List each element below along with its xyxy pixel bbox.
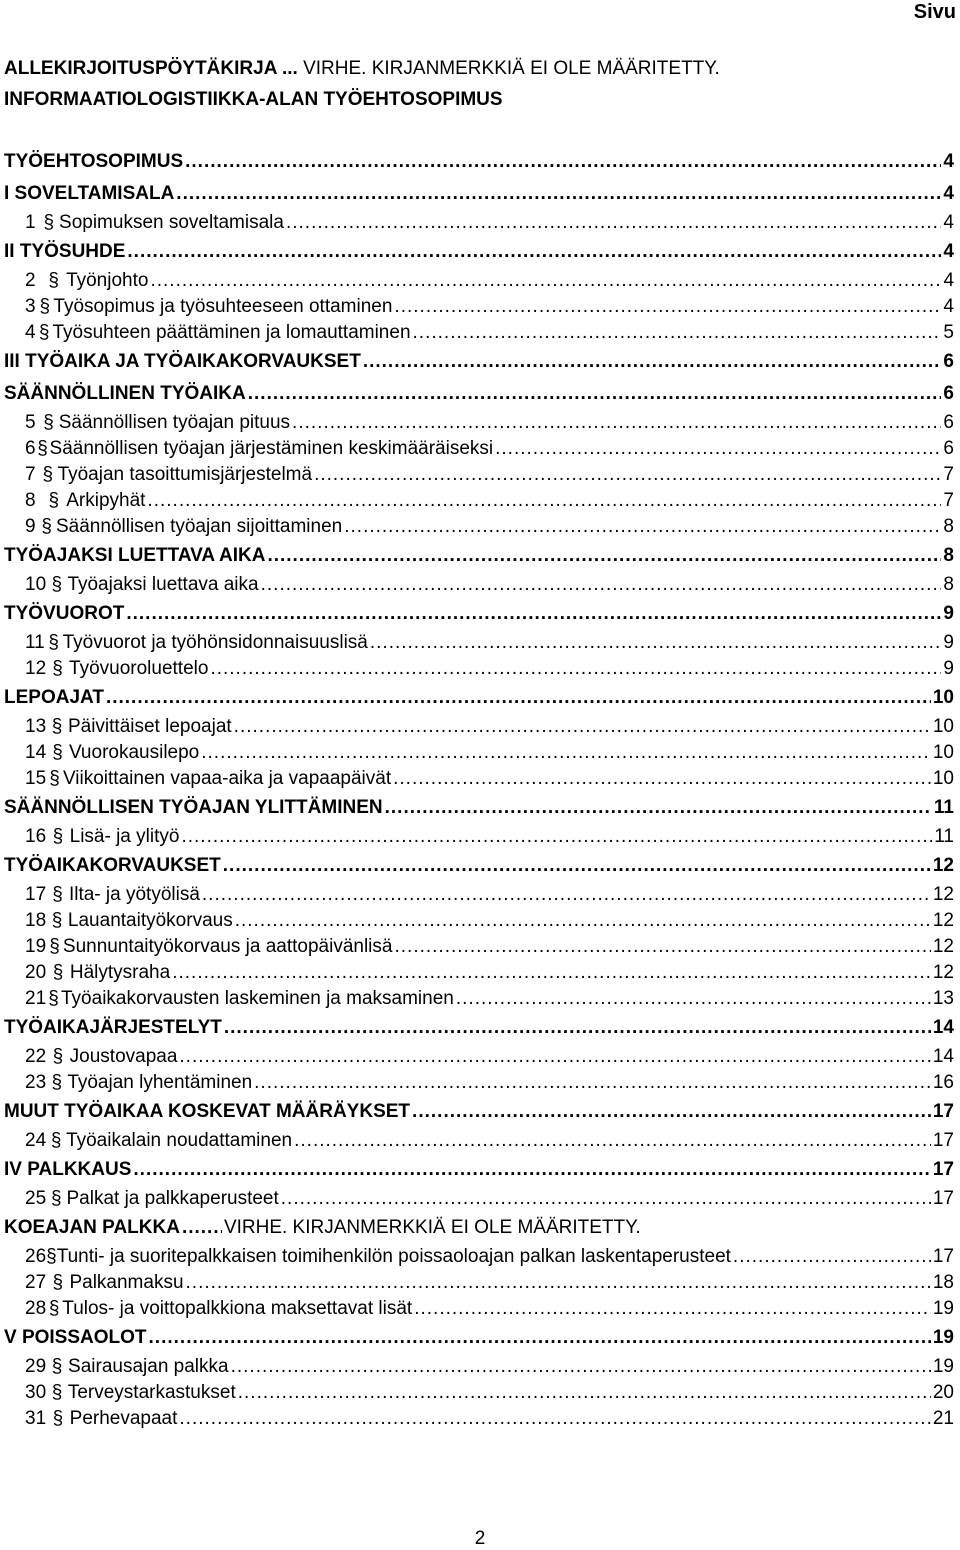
toc-label: Joustovapaa [69,1046,178,1067]
section-number: 25 [25,1188,47,1209]
section-sign-icon: § [49,936,60,957]
page-reference: 17 [932,1159,954,1180]
page-reference: 4 [943,212,954,233]
page-reference: 6 [943,351,954,372]
dot-leader [294,1128,931,1154]
page-reference: 4 [943,241,954,262]
section-sign-icon: § [51,1188,62,1209]
toc-label: Työvuoroluettelo [69,658,209,679]
toc-label: Päivittäiset lepoajat [67,716,232,737]
toc-entry[interactable] [0,1354,960,1380]
toc-heading[interactable] [0,598,960,630]
section-sign-icon: § [38,322,50,343]
title-signature-protocol-label: ALLEKIRJOITUSPÖYTÄKIRJA ... [4,58,298,79]
page-reference: 17 [932,1101,954,1122]
toc-entry[interactable] [0,210,960,236]
page-reference: 6 [943,438,954,459]
page-reference: 12 [932,884,954,905]
dot-leader [201,740,931,766]
toc-label: Hälytysraha [69,962,171,983]
toc-label: Työajaksi luettava aika [67,574,259,595]
toc-heading[interactable] [0,792,960,824]
section-sign-icon: § [52,742,63,763]
page-reference: 17 [932,1130,954,1151]
section-number: 21 [25,988,47,1009]
dot-leader [344,514,941,540]
page-reference: 7 [943,490,954,511]
toc-label: Työvuorot ja työhönsidonnaisuuslisä [62,632,368,653]
toc-entry[interactable] [0,1380,960,1406]
toc-entry[interactable] [0,986,960,1012]
section-number: 14 [25,742,47,763]
dot-leader [267,540,941,572]
dot-leader [235,908,931,934]
toc-entry[interactable] [0,410,960,436]
page-label: Sivu [913,1,956,23]
title-signature-protocol [4,57,954,81]
section-sign-icon: § [52,1408,64,1429]
toc-entry[interactable] [0,740,960,766]
dot-leader [292,410,941,436]
page-reference: 4 [943,183,954,204]
section-sign-icon: § [41,516,52,537]
toc-entry[interactable] [0,436,960,462]
section-sign-icon: § [42,464,54,485]
toc-entry[interactable] [0,1244,960,1270]
dot-leader [106,682,931,714]
dot-leader [223,850,931,882]
toc-entry[interactable] [0,656,960,682]
toc-heading[interactable] [0,1154,960,1186]
section-sign-icon: § [48,632,59,653]
toc-entry[interactable] [0,714,960,740]
dot-leader [394,934,930,960]
page-reference: 21 [932,1408,954,1429]
toc-label: Sopimuksen soveltamisala [59,212,284,233]
section-number: 30 [25,1382,47,1403]
toc-label: TYÖAJAKSI LUETTAVA AIKA [4,545,266,566]
page-reference: 11 [934,826,954,847]
toc-label: TYÖAIKAKORVAUKSET [4,855,221,876]
section-sign-icon: § [52,658,63,679]
section-sign-icon: § [46,1246,57,1267]
section-sign-icon: § [48,988,59,1009]
toc-entry[interactable] [0,1070,960,1096]
toc-label: Työaikakorvausten laskeminen ja maksaminen [61,988,454,1009]
section-sign-icon: § [39,296,51,317]
section-number: 8 [25,490,36,511]
toc-label: Säännöllisen työajan järjestäminen keskimääräiseksi [49,438,494,459]
toc-label: Terveystarkastukset [67,1382,236,1403]
page-reference: 14 [932,1017,954,1038]
dot-leader [412,1096,931,1128]
dot-leader [733,1244,931,1270]
page-reference: 6 [943,412,954,433]
page-reference: 18 [932,1272,954,1293]
toc-entry[interactable] [0,1406,960,1432]
toc-label: Lisä- ja ylityö [69,826,180,847]
section-sign-icon: § [49,768,60,789]
section-number: 9 [25,516,36,537]
page-reference: 4 [943,151,954,172]
section-sign-icon: § [51,716,63,737]
toc-label: TYÖAIKAJÄRJESTELYT [4,1017,222,1038]
toc-heading[interactable] [0,178,960,210]
page-reference: 17 [932,1246,954,1267]
page-reference: 7 [943,464,954,485]
dot-leader [394,294,941,320]
toc-entry[interactable] [0,824,960,850]
toc-label: Ilta- ja yötyölisä [68,884,200,905]
toc-label: Työajan tasoittumisjärjestelmä [57,464,313,485]
page-reference: 8 [943,516,954,537]
dot-leader [150,268,941,294]
toc-entry[interactable] [0,294,960,320]
toc-entry[interactable] [0,320,960,346]
dot-leader [181,824,932,850]
page-reference: 4 [943,296,954,317]
section-number: 15 [25,768,47,789]
toc-entry[interactable] [0,1128,960,1154]
page-reference: 10 [932,716,954,737]
section-sign-icon: § [51,574,63,595]
section-sign-icon: § [51,1072,63,1093]
dot-leader [495,436,941,462]
toc-label: Työsopimus ja työsuhteeseen ottaminen [53,296,393,317]
toc-label: III TYÖAIKA JA TYÖAIKAKORVAUKSET [4,351,361,372]
section-number: 23 [25,1072,47,1093]
section-sign-icon: § [43,212,55,233]
section-number: 2 [25,270,36,291]
toc-label: Työsuhteen päättäminen ja lomauttaminen [52,322,411,343]
section-number: 18 [25,910,47,931]
section-number: 10 [25,574,47,595]
dot-leader [286,210,941,236]
dot-leader [185,146,941,178]
section-number: 12 [25,658,47,679]
dot-leader [149,1322,931,1354]
toc-label: Tulos- ja voittopalkkiona maksettavat lisät [62,1298,413,1319]
section-sign-icon: § [48,270,59,291]
toc-entry[interactable] [0,462,960,488]
toc-entry[interactable] [0,908,960,934]
toc-label: SÄÄNNÖLLISEN TYÖAJAN YLITTÄMINEN [4,797,383,818]
section-sign-icon: § [52,826,64,847]
toc-heading[interactable] [0,850,960,882]
toc-heading[interactable] [0,346,960,378]
page-reference: 12 [932,855,954,876]
section-sign-icon: § [48,490,60,511]
section-number: 5 [25,412,36,433]
toc-label: LEPOAJAT [4,687,104,708]
page-reference: 20 [932,1382,954,1403]
page-reference: 19 [932,1356,954,1377]
section-number: 1 [25,212,36,233]
toc-heading[interactable] [0,682,960,714]
page-reference: 12 [932,962,954,983]
toc-label: V POISSAOLOT [4,1327,147,1348]
toc-label: TYÖEHTOSOPIMUS [4,151,184,172]
page-reference: 13 [932,988,954,1009]
bookmark-error-text: VIRHE. KIRJANMERKKIÄ EI OLE MÄÄRITETTY. [223,1217,641,1238]
toc-entry[interactable] [0,1044,960,1070]
section-number: 31 [25,1408,47,1429]
page-reference: 14 [932,1046,954,1067]
toc-label: Palkat ja palkkaperusteet [66,1188,279,1209]
page-reference: 19 [932,1327,954,1348]
section-sign-icon: § [52,1272,64,1293]
dot-leader [248,378,942,410]
page-reference: 5 [943,322,954,343]
toc-entry[interactable] [0,572,960,598]
toc-label: Perhevapaat [69,1408,178,1429]
dot-leader [133,1154,930,1186]
section-sign-icon: § [52,1046,64,1067]
page-reference: 4 [943,270,955,291]
toc-heading[interactable] [0,378,960,410]
toc-entry[interactable] [0,1296,960,1322]
table-of-contents [0,146,960,1432]
dot-leader [182,1212,222,1244]
toc-entry[interactable] [0,934,960,960]
toc-heading[interactable] [0,1322,960,1354]
section-sign-icon: § [50,1130,62,1151]
toc-label: I SOVELTAMISALA [4,183,175,204]
toc-heading[interactable] [0,1212,960,1244]
section-sign-icon: § [51,1382,63,1403]
section-sign-icon: § [43,412,54,433]
dot-leader [456,986,931,1012]
page-reference: 9 [943,603,954,624]
section-number: 13 [25,716,47,737]
page-reference: 6 [943,383,954,404]
dot-leader [414,1296,931,1322]
page-reference: 12 [932,936,954,957]
section-number: 22 [25,1046,47,1067]
toc-heading[interactable] [0,1012,960,1044]
toc-label: Tunti- ja suoritepalkkaisen toimihenkilön poissaoloajan palkan laskentaperusteet [56,1246,731,1267]
section-sign-icon: § [52,962,64,983]
bookmark-error-text: VIRHE. KIRJANMERKKIÄ EI OLE MÄÄRITETTY. [297,58,720,79]
page-reference: 8 [943,574,954,595]
toc-label: Säännöllisen työajan pituus [58,412,291,433]
toc-label: SÄÄNNÖLLINEN TYÖAIKA [4,383,246,404]
toc-entry[interactable] [0,488,960,514]
page-number: 2 [474,1528,486,1549]
page-reference: 9 [943,632,954,653]
section-number: 29 [25,1356,47,1377]
section-number: 24 [25,1130,47,1151]
section-number: 17 [25,884,47,905]
section-number: 16 [25,826,47,847]
dot-leader [261,572,942,598]
dot-leader [314,462,941,488]
toc-label: TYÖVUOROT [4,603,125,624]
dot-leader [172,960,931,986]
toc-label: Viikoittainen vapaa-aika ja vapaapäivät [62,768,392,789]
toc-label: Arkipyhät [66,490,146,511]
dot-leader [281,1186,931,1212]
title-collective-agreement: INFORMAATIOLOGISTIIKKA-ALAN TYÖEHTOSOPIMUS [4,89,503,110]
toc-label: MUUT TYÖAIKAA KOSKEVAT MÄÄRÄYKSET [4,1101,411,1122]
dot-leader [176,178,941,210]
section-sign-icon: § [51,910,63,931]
dot-leader [238,1380,931,1406]
page-reference: 8 [943,545,954,566]
toc-entry[interactable] [0,960,960,986]
section-number: 4 [25,322,36,343]
toc-heading[interactable] [0,1096,960,1128]
page-reference: 19 [932,1298,954,1319]
dot-leader [202,882,931,908]
toc-entry[interactable] [0,514,960,540]
toc-entry[interactable] [0,1186,960,1212]
toc-label: Työnjohto [66,270,149,291]
toc-label: Työajan lyhentäminen [67,1072,253,1093]
toc-entry[interactable] [0,1270,960,1296]
dot-leader [385,792,932,824]
toc-label: Säännöllisen työajan sijoittaminen [56,516,343,537]
section-number: 6 [25,438,36,459]
dot-leader [179,1044,930,1070]
section-number: 11 [25,632,45,653]
toc-heading[interactable] [0,540,960,572]
page-reference: 17 [932,1188,954,1209]
toc-heading[interactable] [0,236,960,268]
dot-leader [126,598,941,630]
page-reference: 9 [943,658,954,679]
section-number: 3 [25,296,36,317]
dot-leader [186,1270,931,1296]
toc-label: Työaikalain noudattaminen [66,1130,293,1151]
toc-entry[interactable] [0,882,960,908]
dot-leader [363,346,942,378]
dot-leader [179,1406,930,1432]
dot-leader [393,766,931,792]
section-number: 19 [25,936,47,957]
toc-label: Lauantaityökorvaus [67,910,233,931]
section-sign-icon: § [51,1356,63,1377]
section-number: 7 [25,464,36,485]
page-reference: 10 [932,687,954,708]
toc-entry[interactable] [0,268,960,294]
toc-label: KOEAJAN PALKKA [4,1217,180,1238]
dot-leader [224,1012,931,1044]
dot-leader [370,630,942,656]
page-reference: 12 [932,910,954,931]
toc-entry[interactable] [0,766,960,792]
toc-entry[interactable] [0,630,960,656]
toc-label: Vuorokausilepo [68,742,200,763]
dot-leader [231,1354,931,1380]
section-sign-icon: § [37,438,48,459]
page-reference: 16 [932,1072,954,1093]
dot-leader [127,236,941,268]
toc-label: Palkanmaksu [69,1272,184,1293]
section-number: 20 [25,962,47,983]
dot-leader [254,1070,931,1096]
toc-label: Sunnuntaityökorvaus ja aattopäivänlisä [62,936,393,957]
toc-heading[interactable] [0,146,960,178]
dot-leader [210,656,941,682]
toc-label: IV PALKKAUS [4,1159,132,1180]
dot-leader [413,320,942,346]
dot-leader [147,488,941,514]
section-number: 27 [25,1272,47,1293]
page-reference: 10 [932,742,954,763]
section-number: 28 [25,1298,47,1319]
dot-leader [234,714,931,740]
page-reference: 11 [933,797,954,818]
page-reference: 10 [932,768,954,789]
section-number: 26 [25,1246,47,1267]
toc-label: II TYÖSUHDE [4,241,126,262]
section-sign-icon: § [48,1298,60,1319]
section-sign-icon: § [52,884,63,905]
toc-label: Sairausajan palkka [68,1356,229,1377]
